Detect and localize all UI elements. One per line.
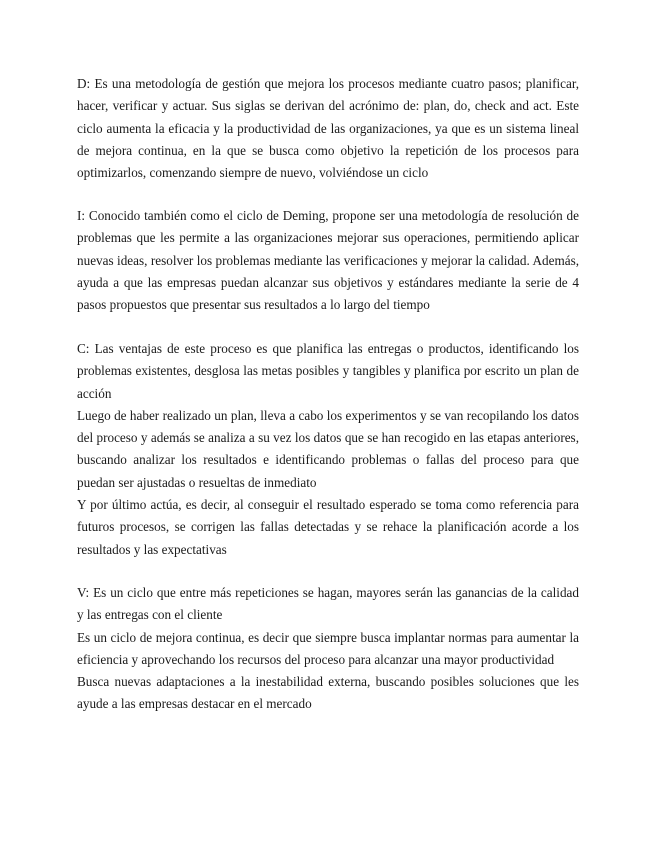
section-i [77, 205, 579, 316]
section-i-paragraph: I: Conocido también como el ciclo de Deming, propone ser una metodología de resolución de problemas que les permite a las organizaciones mejorar sus operaciones, permitiendo aplicar nuevas ideas, resolver los problemas mediante las verificaciones y mejorar la calidad. Además, ayuda a que las empresas puedan alcanzar sus objetivos y estándares mediante la serie de 4 pasos propuestos que presentar sus resultados a lo largo del tiempo [77, 208, 579, 313]
section-c-paragraph-2: Luego de haber realizado un plan, lleva a cabo los experimentos y se van recopilando los datos del proceso y además se analiza a su vez los datos que se han recogido en las etapas anteriores, buscando analizar los resultados e identificando problemas o fallas del proceso para que puedan ser ajustadas o resueltas de inmediato [77, 407, 579, 490]
section-v-paragraph-1: V: Es un ciclo que entre más repeticiones se hagan, mayores serán las ganancias de la calidad y las entregas con el cliente [77, 585, 579, 623]
section-c-paragraph-3: Y por último actúa, es decir, al conseguir el resultado esperado se toma como referencia para futuros procesos, se corrigen las fallas detectadas y se rehace la planificación acorde a los resultados y las expectativas [77, 497, 579, 557]
section-v-paragraph-3: Busca nuevas adaptaciones a la inestabilidad externa, buscando posibles soluciones que les ayude a las empresas destacar en el mercado [77, 674, 579, 712]
section-v-paragraph-2: Es un ciclo de mejora continua, es decir que siempre busca implantar normas para aumentar la eficiencia y aprovechando los recursos del proceso para alcanzar una mayor productividad [77, 629, 579, 667]
section-d-paragraph: D: Es una metodología de gestión que mejora los procesos mediante cuatro pasos; planificar, hacer, verificar y actuar. Sus siglas se derivan del acrónimo de: plan, do, check and act. Este ciclo aumenta la eficacia y la productividad de las organizaciones, ya que es un sistema lineal de mejora continua, en la que se busca como objetivo la repetición de los procesos para optimizarlos, comenzando siempre de nuevo, volviéndose un ciclo [77, 76, 579, 181]
section-c [77, 338, 579, 561]
section-d [77, 73, 579, 184]
section-v [77, 582, 579, 716]
section-c-paragraph-1: C: Las ventajas de este proceso es que planifica las entregas o productos, identificando los problemas existentes, desglosa las metas posibles y tangibles y planifica por escrito un plan de acción [77, 341, 579, 401]
